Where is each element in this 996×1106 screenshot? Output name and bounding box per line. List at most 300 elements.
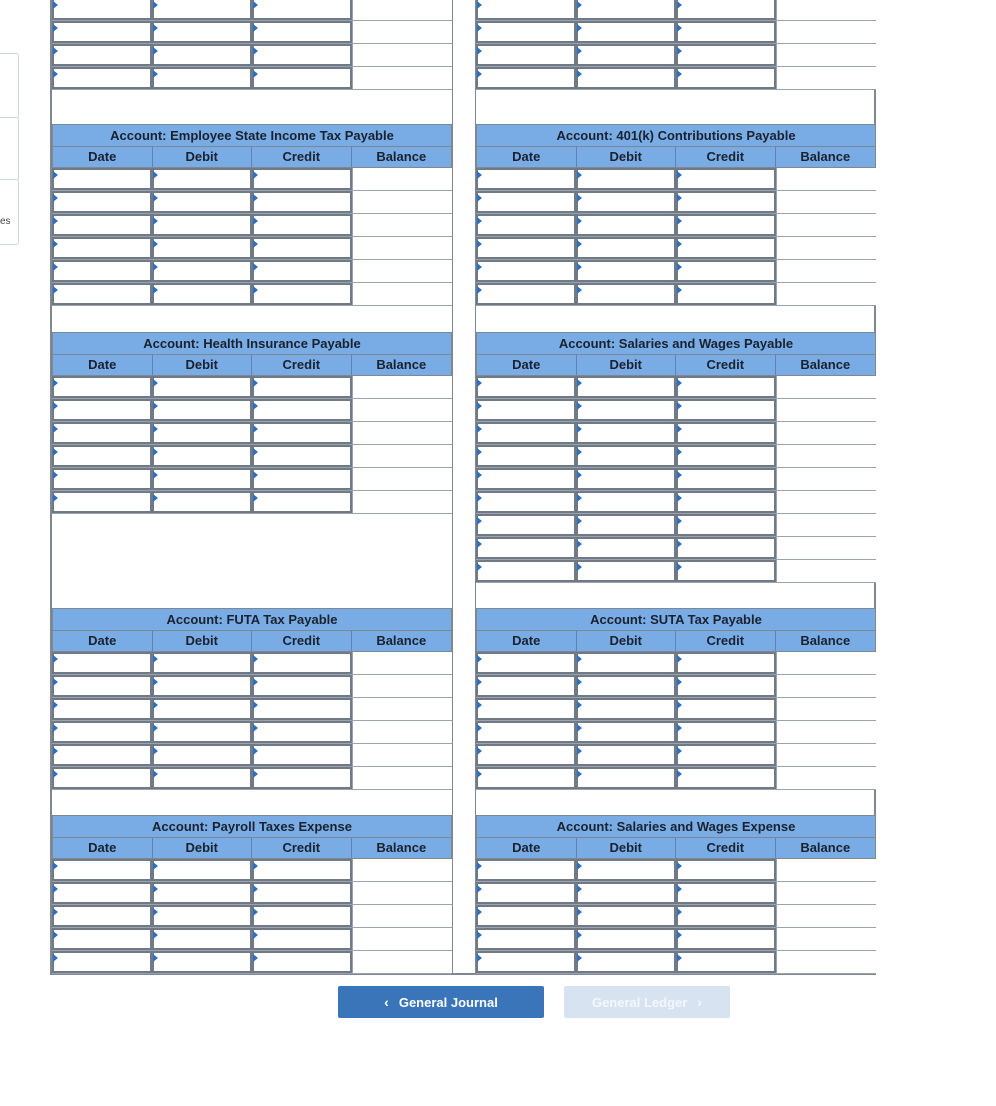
date-input[interactable] (52, 191, 152, 213)
balance-cell (352, 214, 452, 236)
credit-input[interactable] (252, 214, 352, 236)
debit-input[interactable] (576, 767, 676, 789)
chevron-right-icon: › (697, 994, 703, 1010)
table-row (52, 905, 452, 928)
account-title: Account: Employee State Income Tax Payable (52, 124, 452, 146)
credit-input[interactable] (252, 445, 352, 467)
side-tab-3[interactable] (0, 179, 19, 245)
credit-input[interactable] (676, 928, 776, 950)
balance-cell (776, 928, 876, 950)
table-row (476, 468, 876, 491)
balance-cell (352, 399, 452, 421)
date-input[interactable] (476, 537, 576, 559)
balance-cell (352, 168, 452, 190)
date-input[interactable] (476, 168, 576, 190)
debit-input[interactable] (576, 514, 676, 536)
date-input[interactable] (476, 0, 576, 20)
column-header-balance: Balance (800, 840, 851, 855)
table-row (52, 168, 452, 191)
date-input[interactable] (476, 928, 576, 950)
table-row (476, 67, 876, 90)
column-header-balance: Balance (376, 149, 427, 164)
credit-input[interactable] (252, 859, 352, 881)
credit-input[interactable] (676, 744, 776, 766)
credit-input[interactable] (676, 422, 776, 444)
credit-input[interactable] (676, 468, 776, 490)
credit-input[interactable] (252, 767, 352, 789)
debit-input[interactable] (576, 67, 676, 89)
table-row (52, 21, 452, 44)
debit-input[interactable] (152, 191, 252, 213)
debit-input[interactable] (152, 399, 252, 421)
debit-input[interactable] (152, 283, 252, 305)
date-input[interactable] (476, 376, 576, 398)
column-header-debit: Debit (153, 838, 253, 858)
balance-cell (352, 422, 452, 444)
date-input[interactable] (476, 882, 576, 904)
column-header-debit: Debit (577, 631, 677, 651)
account-futa (52, 608, 452, 790)
table-row (476, 537, 876, 560)
side-tab-3-label: es (0, 216, 11, 227)
credit-input[interactable] (252, 260, 352, 282)
credit-input[interactable] (252, 237, 352, 259)
debit-input[interactable] (152, 721, 252, 743)
credit-input[interactable] (252, 422, 352, 444)
table-row (52, 376, 452, 399)
column-header-row (52, 837, 452, 859)
column-header-date: Date (477, 838, 577, 858)
debit-input[interactable] (576, 283, 676, 305)
credit-input[interactable] (252, 0, 352, 20)
date-input[interactable] (52, 468, 152, 490)
debit-input[interactable] (576, 675, 676, 697)
column-header-row (476, 630, 876, 652)
column-header-date: Date (477, 355, 577, 375)
date-input[interactable] (52, 283, 152, 305)
balance-cell (352, 652, 452, 674)
date-input[interactable] (52, 237, 152, 259)
credit-input[interactable] (252, 652, 352, 674)
date-input[interactable] (476, 859, 576, 881)
table-row (52, 675, 452, 698)
debit-input[interactable] (576, 928, 676, 950)
credit-input[interactable] (252, 191, 352, 213)
credit-input[interactable] (676, 237, 776, 259)
date-input[interactable] (476, 675, 576, 697)
date-input[interactable] (52, 445, 152, 467)
balance-cell (776, 514, 876, 536)
credit-input[interactable] (252, 168, 352, 190)
debit-input[interactable] (152, 767, 252, 789)
credit-input[interactable] (252, 721, 352, 743)
debit-input[interactable] (576, 951, 676, 973)
account-sal-wages-exp (476, 815, 876, 974)
credit-input[interactable] (676, 675, 776, 697)
date-input[interactable] (52, 399, 152, 421)
credit-input[interactable] (252, 283, 352, 305)
table-row (52, 652, 452, 675)
date-input[interactable] (476, 721, 576, 743)
debit-input[interactable] (152, 214, 252, 236)
table-row (476, 767, 876, 790)
date-input[interactable] (52, 767, 152, 789)
column-header-balance: Balance (800, 149, 851, 164)
debit-input[interactable] (152, 905, 252, 927)
credit-input[interactable] (676, 951, 776, 973)
credit-input[interactable] (676, 191, 776, 213)
debit-input[interactable] (152, 0, 252, 20)
credit-input[interactable] (252, 44, 352, 66)
date-input[interactable] (476, 468, 576, 490)
balance-cell (776, 951, 876, 973)
table-row (476, 168, 876, 191)
credit-input[interactable] (252, 951, 352, 973)
debit-input[interactable] (576, 882, 676, 904)
credit-input[interactable] (676, 721, 776, 743)
column-header-balance: Balance (376, 840, 427, 855)
debit-input[interactable] (152, 168, 252, 190)
column-header-date: Date (53, 631, 153, 651)
column-header-credit: Credit (252, 631, 352, 651)
column-header-date: Date (477, 147, 577, 167)
debit-input[interactable] (152, 951, 252, 973)
date-input[interactable] (52, 214, 152, 236)
balance-cell (352, 0, 452, 20)
column-header-balance: Balance (376, 357, 427, 372)
credit-input[interactable] (676, 698, 776, 720)
credit-input[interactable] (676, 283, 776, 305)
debit-input[interactable] (152, 698, 252, 720)
column-header-row (52, 146, 452, 168)
balance-cell (352, 260, 452, 282)
table-row (52, 191, 452, 214)
balance-cell (352, 675, 452, 697)
credit-input[interactable] (252, 21, 352, 43)
debit-input[interactable] (576, 260, 676, 282)
account-emp-state-tax (52, 124, 452, 306)
credit-input[interactable] (676, 168, 776, 190)
debit-input[interactable] (576, 537, 676, 559)
balance-cell (776, 721, 876, 743)
side-tab-1[interactable] (0, 53, 19, 119)
debit-input[interactable] (576, 491, 676, 513)
date-input[interactable] (52, 44, 152, 66)
debit-input[interactable] (576, 905, 676, 927)
debit-input[interactable] (576, 652, 676, 674)
date-input[interactable] (476, 67, 576, 89)
date-input[interactable] (476, 237, 576, 259)
debit-input[interactable] (576, 191, 676, 213)
balance-cell (776, 21, 876, 43)
debit-input[interactable] (152, 859, 252, 881)
partial-account-left (52, 0, 452, 90)
table-row (476, 191, 876, 214)
table-row (476, 44, 876, 67)
table-row (476, 376, 876, 399)
balance-cell (352, 951, 452, 973)
column-header-credit: Credit (252, 355, 352, 375)
debit-input[interactable] (152, 675, 252, 697)
balance-cell (352, 21, 452, 43)
balance-cell (776, 537, 876, 559)
date-input[interactable] (476, 491, 576, 513)
credit-input[interactable] (676, 399, 776, 421)
date-input[interactable] (476, 422, 576, 444)
credit-input[interactable] (676, 67, 776, 89)
balance-cell (776, 237, 876, 259)
date-input[interactable] (52, 376, 152, 398)
column-header-credit: Credit (676, 631, 776, 651)
balance-cell (776, 260, 876, 282)
table-row (52, 0, 452, 21)
debit-input[interactable] (152, 468, 252, 490)
table-row (52, 882, 452, 905)
date-input[interactable] (476, 905, 576, 927)
table-row (476, 0, 876, 21)
account-title: Account: Salaries and Wages Payable (476, 332, 876, 354)
balance-cell (352, 468, 452, 490)
debit-input[interactable] (152, 491, 252, 513)
debit-input[interactable] (576, 0, 676, 20)
balance-cell (352, 882, 452, 904)
credit-input[interactable] (252, 698, 352, 720)
column-header-balance: Balance (800, 633, 851, 648)
column-header-date: Date (477, 631, 577, 651)
table-row (476, 514, 876, 537)
balance-cell (776, 283, 876, 305)
date-input[interactable] (476, 21, 576, 43)
debit-input[interactable] (152, 376, 252, 398)
column-header-date: Date (53, 147, 153, 167)
credit-input[interactable] (676, 214, 776, 236)
debit-input[interactable] (576, 376, 676, 398)
balance-cell (776, 214, 876, 236)
debit-input[interactable] (576, 721, 676, 743)
credit-input[interactable] (676, 0, 776, 20)
ledger-column-right (476, 0, 876, 973)
date-input[interactable] (476, 260, 576, 282)
column-header-date: Date (53, 355, 153, 375)
debit-input[interactable] (152, 652, 252, 674)
balance-cell (776, 399, 876, 421)
column-header-credit: Credit (252, 147, 352, 167)
credit-input[interactable] (676, 537, 776, 559)
table-row (52, 767, 452, 790)
credit-input[interactable] (676, 260, 776, 282)
balance-cell (352, 283, 452, 305)
debit-input[interactable] (152, 928, 252, 950)
table-row (476, 882, 876, 905)
date-input[interactable] (476, 744, 576, 766)
chevron-left-icon: ‹ (384, 994, 389, 1010)
date-input[interactable] (52, 928, 152, 950)
date-input[interactable] (52, 168, 152, 190)
debit-input[interactable] (152, 744, 252, 766)
debit-input[interactable] (152, 67, 252, 89)
credit-input[interactable] (676, 882, 776, 904)
table-row (476, 21, 876, 44)
balance-cell (776, 491, 876, 513)
debit-input[interactable] (152, 44, 252, 66)
balance-cell (776, 698, 876, 720)
date-input[interactable] (52, 905, 152, 927)
account-payroll-tax-exp (52, 815, 452, 974)
date-input[interactable] (476, 399, 576, 421)
date-input[interactable] (476, 44, 576, 66)
table-row (52, 698, 452, 721)
balance-cell (352, 237, 452, 259)
debit-input[interactable] (576, 21, 676, 43)
date-input[interactable] (476, 445, 576, 467)
debit-input[interactable] (576, 214, 676, 236)
date-input[interactable] (52, 260, 152, 282)
credit-input[interactable] (252, 468, 352, 490)
balance-cell (776, 0, 876, 20)
table-row (52, 928, 452, 951)
debit-input[interactable] (576, 237, 676, 259)
date-input[interactable] (52, 652, 152, 674)
balance-cell (776, 191, 876, 213)
account-sal-wages-payable (476, 332, 876, 583)
balance-cell (352, 445, 452, 467)
date-input[interactable] (52, 422, 152, 444)
table-row (52, 283, 452, 306)
date-input[interactable] (52, 0, 152, 20)
debit-input[interactable] (576, 468, 676, 490)
debit-input[interactable] (576, 744, 676, 766)
debit-input[interactable] (152, 445, 252, 467)
debit-input[interactable] (576, 698, 676, 720)
credit-input[interactable] (676, 491, 776, 513)
credit-input[interactable] (676, 652, 776, 674)
credit-input[interactable] (676, 560, 776, 582)
balance-cell (776, 445, 876, 467)
table-row (476, 744, 876, 767)
debit-input[interactable] (576, 44, 676, 66)
balance-cell (352, 859, 452, 881)
debit-input[interactable] (152, 21, 252, 43)
debit-input[interactable] (576, 445, 676, 467)
table-row (476, 214, 876, 237)
debit-input[interactable] (152, 422, 252, 444)
balance-cell (776, 67, 876, 89)
column-header-row (52, 354, 452, 376)
column-header-debit: Debit (577, 838, 677, 858)
debit-input[interactable] (152, 882, 252, 904)
date-input[interactable] (52, 951, 152, 973)
balance-cell (776, 652, 876, 674)
date-input[interactable] (476, 951, 576, 973)
date-input[interactable] (476, 652, 576, 674)
credit-input[interactable] (676, 859, 776, 881)
date-input[interactable] (52, 721, 152, 743)
date-input[interactable] (52, 21, 152, 43)
side-tab-2[interactable] (0, 117, 19, 181)
credit-input[interactable] (252, 675, 352, 697)
balance-cell (776, 859, 876, 881)
column-header-balance: Balance (376, 633, 427, 648)
balance-cell (352, 698, 452, 720)
credit-input[interactable] (252, 67, 352, 89)
credit-input[interactable] (252, 399, 352, 421)
balance-cell (352, 67, 452, 89)
column-header-debit: Debit (153, 631, 253, 651)
credit-input[interactable] (252, 376, 352, 398)
account-title: Account: Payroll Taxes Expense (52, 815, 452, 837)
general-journal-label: General Journal (398, 994, 498, 1010)
balance-cell (352, 44, 452, 66)
date-input[interactable] (52, 491, 152, 513)
credit-input[interactable] (676, 514, 776, 536)
debit-input[interactable] (576, 399, 676, 421)
credit-input[interactable] (676, 44, 776, 66)
balance-cell (776, 882, 876, 904)
credit-input[interactable] (252, 905, 352, 927)
table-row (476, 283, 876, 306)
table-row (476, 260, 876, 283)
debit-input[interactable] (576, 422, 676, 444)
credit-input[interactable] (676, 905, 776, 927)
date-input[interactable] (52, 882, 152, 904)
general-ledger-button[interactable] (564, 986, 730, 1018)
date-input[interactable] (476, 767, 576, 789)
debit-input[interactable] (576, 560, 676, 582)
credit-input[interactable] (676, 767, 776, 789)
credit-input[interactable] (252, 744, 352, 766)
date-input[interactable] (52, 698, 152, 720)
balance-cell (352, 721, 452, 743)
debit-input[interactable] (152, 260, 252, 282)
balance-cell (776, 744, 876, 766)
date-input[interactable] (52, 67, 152, 89)
credit-input[interactable] (676, 376, 776, 398)
table-row (476, 422, 876, 445)
account-title: Account: Salaries and Wages Expense (476, 815, 876, 837)
credit-input[interactable] (676, 21, 776, 43)
date-input[interactable] (476, 214, 576, 236)
date-input[interactable] (52, 859, 152, 881)
credit-input[interactable] (252, 491, 352, 513)
table-row (52, 721, 452, 744)
credit-input[interactable] (252, 928, 352, 950)
date-input[interactable] (476, 191, 576, 213)
balance-cell (776, 44, 876, 66)
ledger-container (50, 0, 876, 975)
column-header-row (476, 146, 876, 168)
debit-input[interactable] (576, 168, 676, 190)
date-input[interactable] (476, 560, 576, 582)
credit-input[interactable] (676, 445, 776, 467)
debit-input[interactable] (576, 859, 676, 881)
table-row (52, 859, 452, 882)
general-journal-button[interactable] (338, 986, 544, 1018)
credit-input[interactable] (252, 882, 352, 904)
date-input[interactable] (476, 283, 576, 305)
column-header-row (52, 630, 452, 652)
table-row (52, 214, 452, 237)
account-title: Account: 401(k) Contributions Payable (476, 124, 876, 146)
table-row (476, 445, 876, 468)
table-row (52, 260, 452, 283)
debit-input[interactable] (152, 237, 252, 259)
date-input[interactable] (476, 698, 576, 720)
column-header-debit: Debit (577, 147, 677, 167)
date-input[interactable] (52, 675, 152, 697)
balance-cell (352, 191, 452, 213)
date-input[interactable] (52, 744, 152, 766)
date-input[interactable] (476, 514, 576, 536)
